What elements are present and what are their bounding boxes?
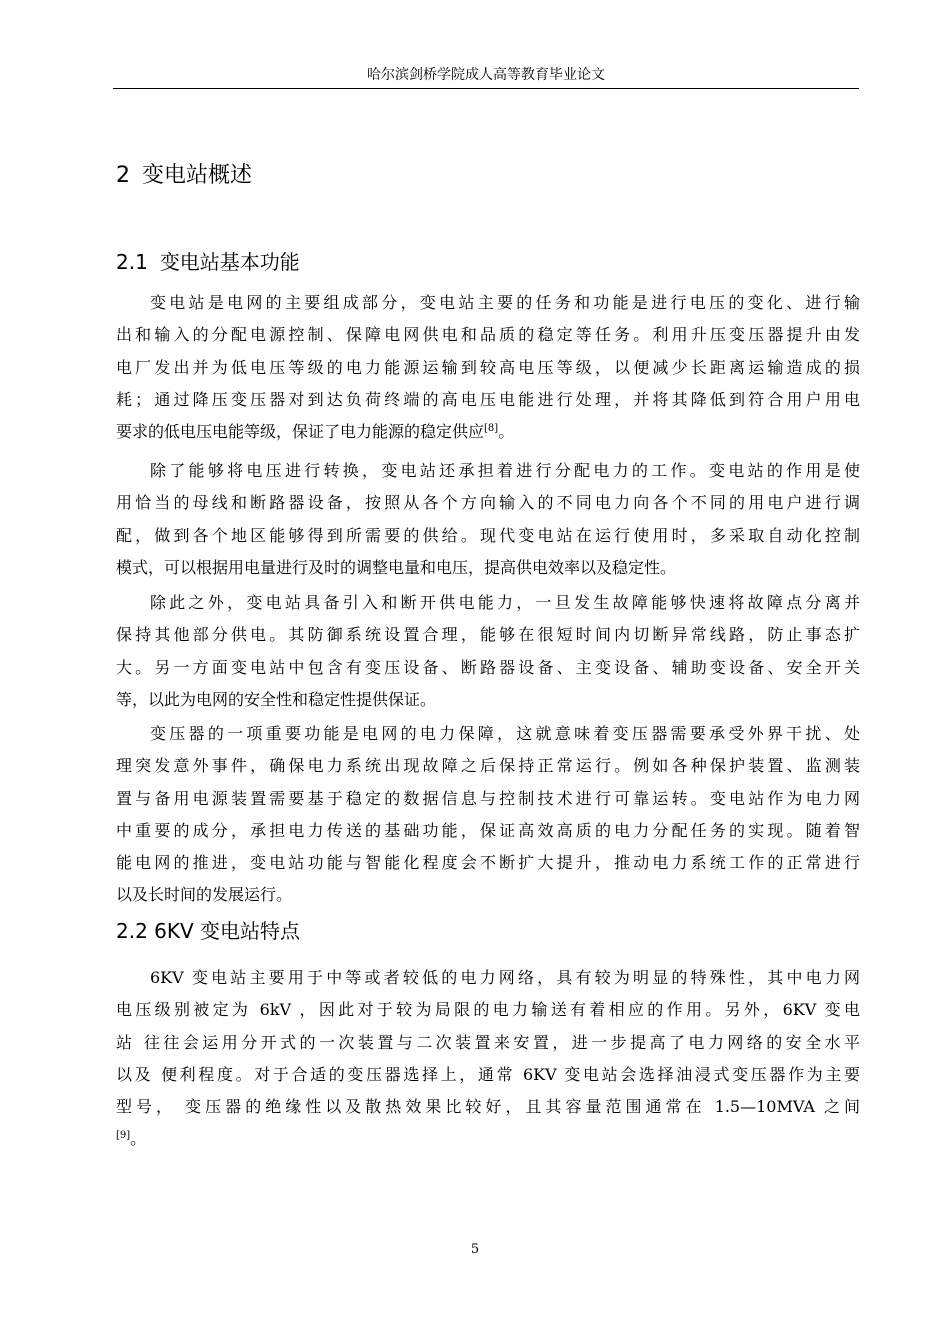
body-paragraph (116, 718, 860, 912)
paragraph-line: 除了能够将电压进行转换，变电站还承担着进行分配电力的工作。变电站的作用是使 (150, 461, 860, 480)
chapter-title: 变电站概述 (142, 163, 253, 188)
section-title: 变电站基本功能 (159, 250, 300, 274)
paragraph-line: 耗；通过降压变压器对到达负荷终端的高电压电能进行处理，并将其降低到符合用户用电 (116, 389, 860, 409)
paragraph-line: 除此之外，变电站具备引入和断开供电能力，一旦发生故障能够快速将故障点分离并 (150, 593, 860, 612)
paragraph-line (116, 1123, 860, 1155)
paragraph-line: 出和输入的分配电源控制、保障电网供电和品质的稳定等任务。利用升压变压器提升由发 (116, 325, 860, 345)
paragraph-line: 中重要的成分，承担电力传送的基础功能，保证高效高质的电力分配任务的实现。随着智 (116, 820, 860, 840)
paragraph-line: 置与备用电源装置需要基于稳定的数据信息与控制技术进行可靠运转。变电站作为电力网 (116, 788, 860, 808)
citation-mark: [8] (484, 423, 499, 435)
page-number: 5 (470, 1242, 480, 1257)
paragraph-line: 等，以此为电网的安全性和稳定性提供保证。 (116, 689, 437, 709)
body-paragraph (116, 287, 860, 448)
paragraph-line: 以及长时间的发展运行。 (116, 885, 293, 905)
body-paragraph (116, 455, 860, 584)
section-title: 6KV 变电站特点 (154, 919, 301, 943)
paragraph-line (116, 416, 860, 448)
paragraph-line: 变电站是电网的主要组成部分，变电站主要的任务和功能是进行电压的变化、进行输 (150, 293, 860, 312)
header-rule (113, 88, 859, 89)
chapter-number: 2 (116, 163, 130, 188)
paragraph-tail: 。 (130, 1129, 147, 1149)
body-paragraph (116, 587, 860, 716)
paragraph-line: 6KV 变电站主要用于中等或者较低的电力网络，具有较为明显的特殊性，其中电力网 (150, 968, 860, 987)
section-number: 2.2 (116, 919, 148, 943)
paragraph-line: 能电网的推进，变电站功能与智能化程度会不断扩大提升，推动电力系统工作的正常进行 (116, 853, 860, 873)
paragraph-tail: 。 (498, 422, 515, 442)
paragraph-line: 保持其他部分供电。其防御系统设置合理，能够在很短时间内切断异常线路，防止事态扩 (116, 625, 860, 645)
section-heading-2-1 (116, 248, 300, 276)
paragraph-line: 理突发意外事件，确保电力系统出现故障之后保持正常运行。例如各种保护装置、监测装 (116, 756, 860, 776)
body-paragraph (116, 962, 860, 1156)
paragraph-line: 站 往往会运用分开式的一次装置与二次装置来安置，进一步提高了电力网络的安全水平 (116, 1032, 860, 1052)
paragraph-line: 电厂发出并为低电压等级的电力能源运输到较高电压等级，以便减少长距离运输造成的损 (116, 357, 860, 377)
section-heading-2-2 (116, 917, 300, 945)
section-number: 2.1 (116, 250, 148, 274)
chapter-heading (116, 161, 252, 191)
paragraph-line: 变压器的一项重要功能是电网的电力保障，这就意味着变压器需要承受外界干扰、处 (150, 724, 860, 743)
paragraph-line: 模式，可以根据用电量进行及时的调整电量和电压，提高供电效率以及稳定性。 (116, 557, 677, 577)
paragraph-line: 以及 便利程度。对于合适的变压器选择上，通常 6KV 变电站会选择油浸式变压器作为主要 (116, 1064, 860, 1084)
paragraph-line: 型号， 变压器的绝缘性以及散热效果比较好，且其容量范围通常在 1.5—10MVA 之间 (116, 1097, 860, 1117)
paragraph-line: 用恰当的母线和断路器设备，按照从各个方向输入的不同电力向各个不同的用电户进行调 (116, 493, 860, 513)
paragraph-line: 电压级别被定为 6kV ，因此对于较为局限的电力输送有着相应的作用。另外，6KV 变电 (116, 1000, 860, 1020)
citation-mark: [9] (116, 1130, 131, 1142)
paragraph-line-text: 要求的低电压电能等级，保证了电力能源的稳定供应 (116, 422, 485, 442)
paragraph-line: 配，做到各个地区能够得到所需要的供给。现代变电站在运行使用时，多采取自动化控制 (116, 525, 860, 545)
paragraph-line: 大。另一方面变电站中包含有变压设备、断路器设备、主变设备、辅助变设备、安全开关 (116, 657, 860, 677)
running-header: 哈尔滨剑桥学院成人高等教育毕业论文 (367, 67, 605, 83)
